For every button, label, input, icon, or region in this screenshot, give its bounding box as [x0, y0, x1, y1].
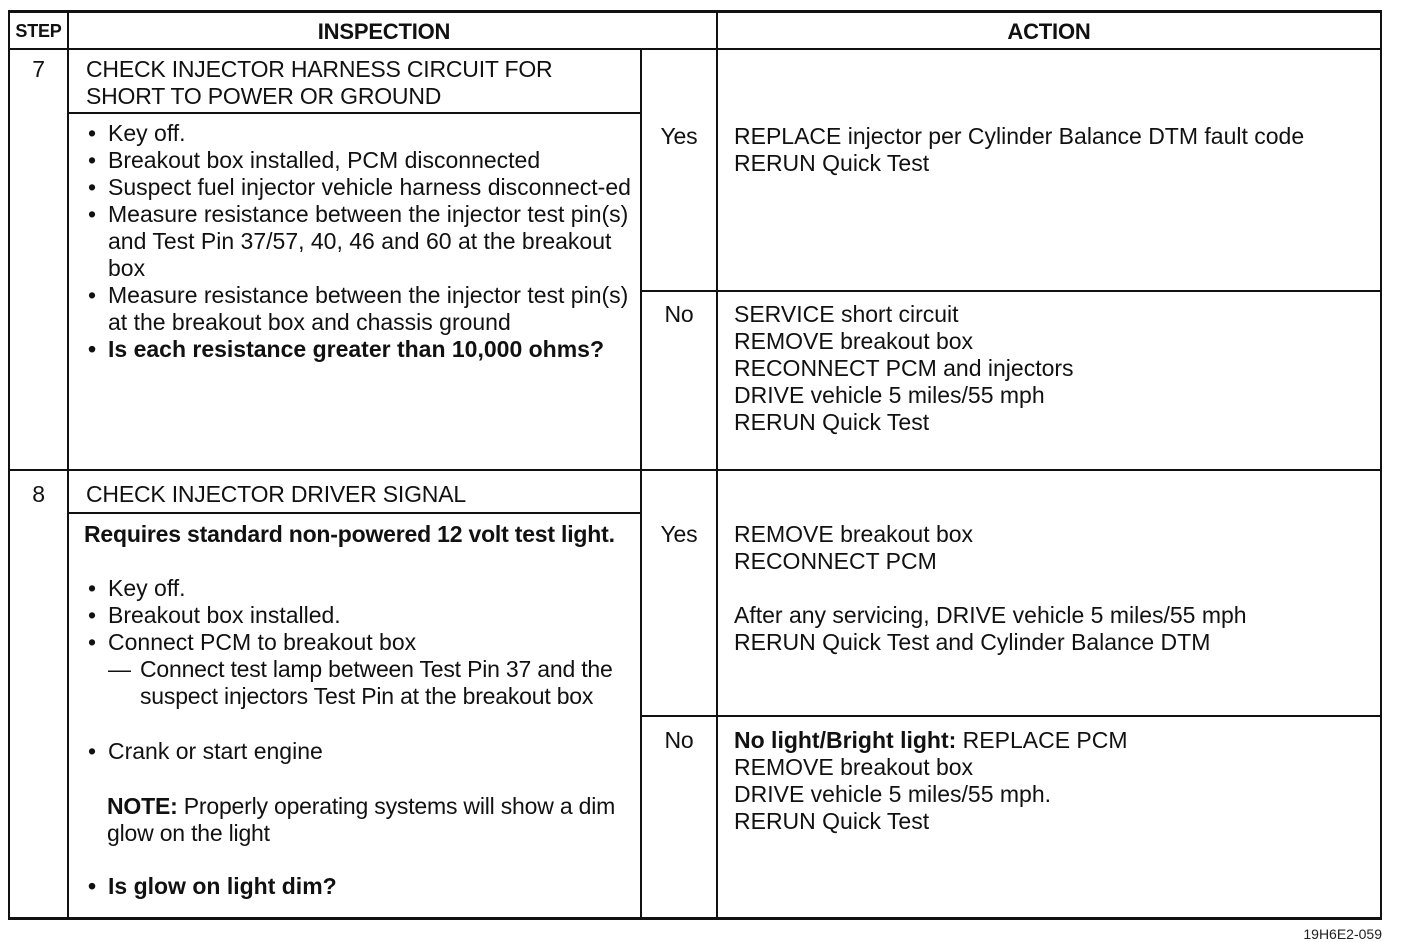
header-action: ACTION — [1007, 19, 1091, 44]
action-line: DRIVE vehicle 5 miles/55 mph. — [734, 781, 1052, 807]
step8-question — [86, 873, 638, 900]
step8-no-actions — [734, 727, 1128, 835]
step-title-line: SHORT TO POWER OR GROUND — [86, 83, 442, 109]
step7-checklist — [86, 120, 638, 363]
checklist-item: • Measure resistance between the injector test pin(s) at the breakout box and chassis ground — [86, 282, 638, 336]
inspection-column-rule — [640, 50, 642, 920]
action-line: RERUN Quick Test — [734, 150, 930, 176]
table-border-top — [8, 10, 1382, 13]
note — [107, 793, 627, 847]
step-number: 8 — [32, 481, 45, 507]
table-border-right — [1380, 10, 1382, 920]
action-line: DRIVE vehicle 5 miles/55 mph — [734, 382, 1045, 408]
action-line — [734, 575, 1247, 602]
step-column-rule — [67, 10, 69, 920]
note-label: NOTE: — [107, 793, 178, 819]
checklist-item: • Breakout box installed. — [86, 602, 638, 629]
checklist-sub-item: — Connect test lamp between Test Pin 37 and the suspect injectors Test Pin at the breakout box — [108, 656, 640, 710]
action-line: REMOVE breakout box — [734, 521, 974, 547]
checklist-item: • Suspect fuel injector vehicle harness disconnect-ed — [86, 174, 638, 201]
checklist-item: • Breakout box installed, PCM disconnected — [86, 147, 638, 174]
header-rule — [8, 48, 1382, 50]
step-number: 7 — [32, 56, 45, 82]
action-line: RECONNECT PCM and injectors — [734, 355, 1074, 381]
no-label: No — [664, 301, 694, 327]
no-light-lead: No light/Bright light: — [734, 727, 957, 753]
step8-yes-no-rule — [641, 715, 1382, 717]
step7-no-actions — [734, 301, 1074, 436]
note-text: Properly operating systems will show a dim glow on the light — [107, 793, 616, 846]
action-line: RERUN Quick Test and Cylinder Balance DTM — [734, 629, 1211, 655]
step7-title-rule — [68, 112, 641, 114]
action-line: REPLACE injector per Cylinder Balance DTM fault code — [734, 123, 1305, 149]
figure-code: 19H6E2-059 — [1303, 926, 1382, 942]
step8-title-rule — [68, 512, 641, 514]
step-title-line: CHECK INJECTOR DRIVER SIGNAL — [86, 481, 466, 507]
action-line: After any servicing, DRIVE vehicle 5 miles/55 mph — [734, 602, 1247, 628]
step-title-line: CHECK INJECTOR HARNESS CIRCUIT FOR — [86, 56, 553, 82]
step8-yes-actions — [734, 521, 1247, 656]
checklist-item: • Key off. — [86, 575, 638, 602]
row-divider — [8, 469, 1382, 471]
checklist-item: • Connect PCM to breakout box — [86, 629, 638, 656]
yes-label: Yes — [660, 521, 698, 547]
table-border-bottom — [8, 917, 1382, 920]
table-border-left — [8, 10, 10, 920]
action-line: SERVICE short circuit — [734, 301, 959, 327]
checklist-item: • Crank or start engine — [86, 738, 638, 765]
no-label: No — [664, 727, 694, 753]
yes-label: Yes — [660, 123, 698, 149]
checklist-question: • Is each resistance greater than 10,000 ohms? — [86, 336, 638, 363]
step8-checklist — [86, 575, 638, 656]
action-line: REMOVE breakout box — [734, 328, 974, 354]
action-text: REPLACE PCM — [962, 727, 1128, 753]
header-inspection: INSPECTION — [317, 19, 451, 44]
step8-checklist-cont — [86, 738, 638, 765]
action-column-rule — [716, 10, 718, 920]
checklist-item: • Key off. — [86, 120, 638, 147]
action-line: RECONNECT PCM — [734, 548, 937, 574]
action-line: RERUN Quick Test — [734, 808, 930, 834]
checklist-question: • Is glow on light dim? — [86, 873, 638, 900]
step8-intro: Requires standard non-powered 12 volt test light. — [84, 521, 615, 547]
action-line: REMOVE breakout box — [734, 754, 974, 780]
checklist-item: • Measure resistance between the injector test pin(s) and Test Pin 37/57, 40, 46 and 60 at the breakout box — [86, 201, 638, 282]
header-step: STEP — [15, 21, 62, 41]
action-line — [734, 727, 1128, 754]
action-line: RERUN Quick Test — [734, 409, 930, 435]
step7-yes-actions — [734, 123, 1304, 177]
step7-yes-no-rule — [641, 290, 1382, 292]
